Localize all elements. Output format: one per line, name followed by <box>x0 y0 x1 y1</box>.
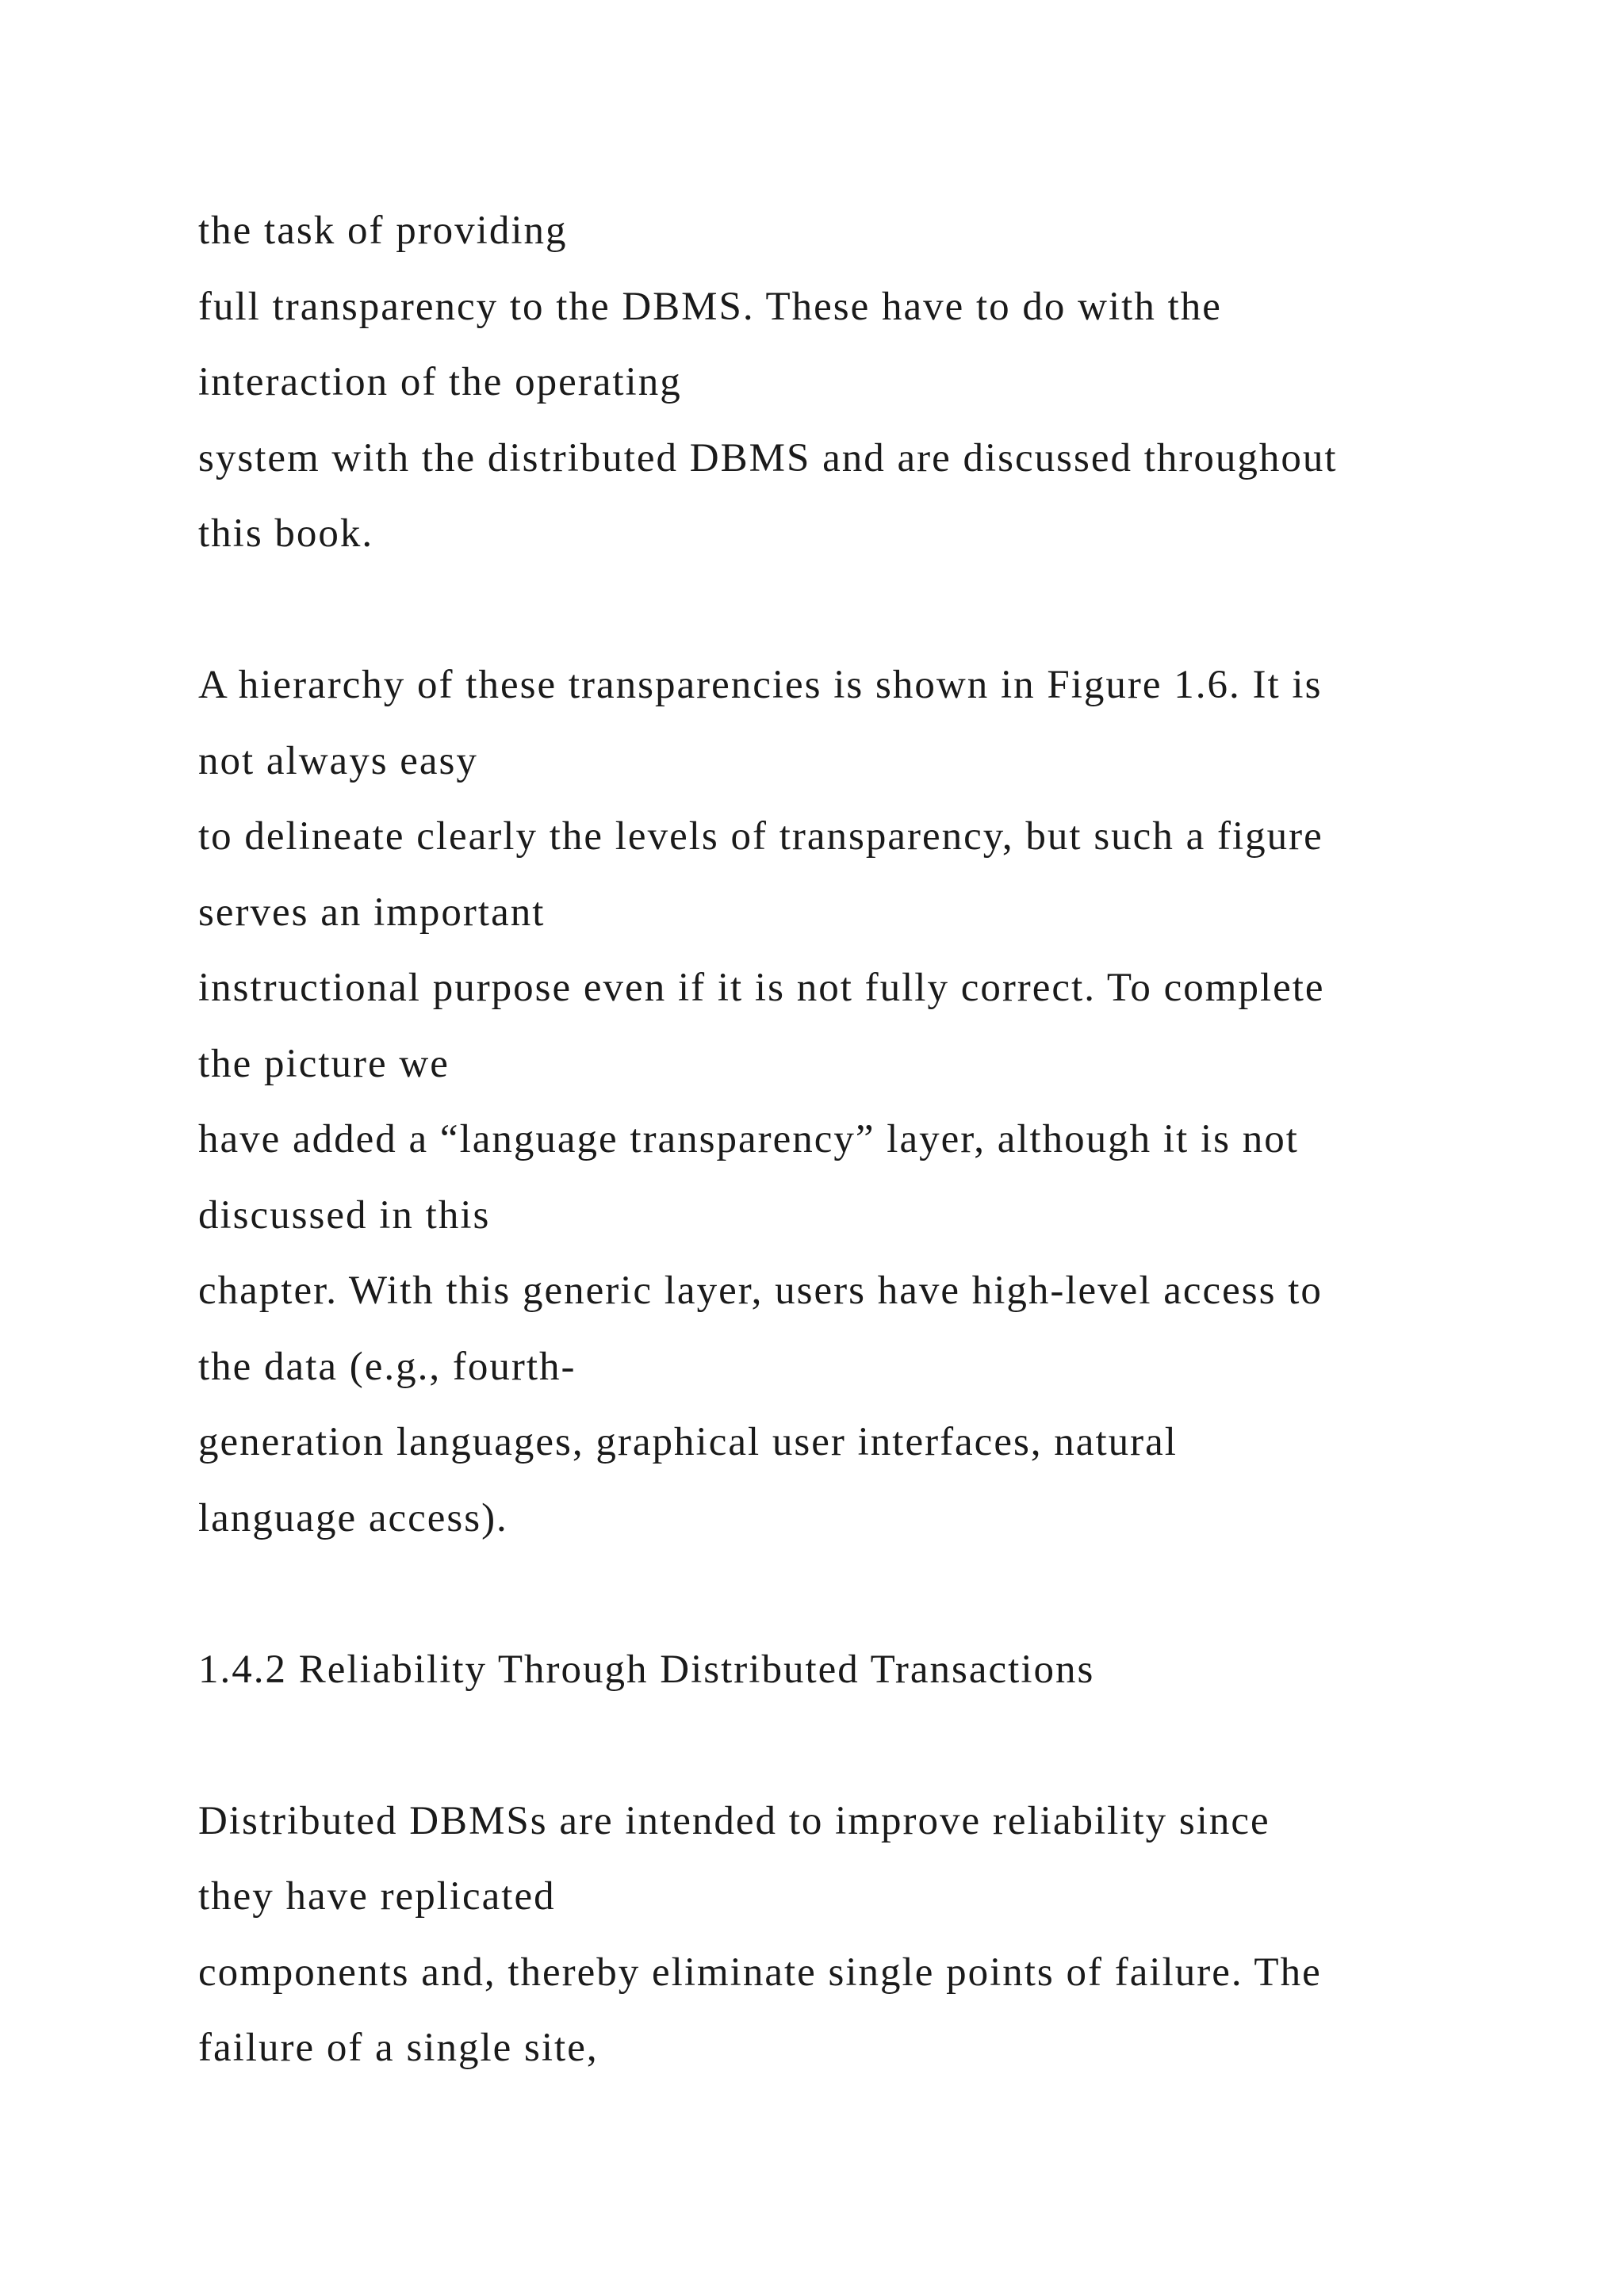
text-line: they have replicated <box>198 1874 556 1919</box>
text-line: serves an important <box>198 890 546 935</box>
text-line: not always easy <box>198 738 478 783</box>
text-line: discussed in this <box>198 1192 491 1238</box>
text-line: the task of providing <box>198 209 568 253</box>
paragraph-1 <box>198 193 1483 572</box>
text-line: components and, thereby eliminate single points of failure. The <box>198 1950 1322 1995</box>
text-line: chapter. With this generic layer, users have high-level access to <box>198 1269 1323 1313</box>
text-line: the data (e.g., fourth- <box>198 1344 576 1389</box>
text-line: to delineate clearly the levels of transparency, but such a figure <box>198 814 1323 859</box>
section-heading <box>198 1632 1483 1709</box>
text-line: generation languages, graphical user interfaces, natural <box>198 1420 1178 1464</box>
paragraph-3 <box>198 1784 1483 2087</box>
text-line: this book. <box>198 511 374 556</box>
paragraph-gap <box>198 572 1483 649</box>
section-heading-text: 1.4.2 Reliability Through Distributed Transactions <box>198 1647 1095 1692</box>
text-line: instructional purpose even if it is not fully correct. To complete <box>198 966 1325 1010</box>
text-line: Distributed DBMSs are intended to improve reliability since <box>198 1798 1270 1843</box>
paragraph-gap <box>198 1556 1483 1632</box>
text-line: full transparency to the DBMS. These have to do with the <box>198 284 1222 329</box>
document-page <box>198 193 1483 2087</box>
text-line: interaction of the operating <box>198 360 682 404</box>
text-line: A hierarchy of these transparencies is shown in Figure 1.6. It is <box>198 663 1323 707</box>
text-line: system with the distributed DBMS and are discussed throughout <box>198 435 1338 480</box>
text-line: have added a “language transparency” layer, although it is not <box>198 1117 1299 1161</box>
paragraph-2 <box>198 648 1483 1556</box>
text-line: language access). <box>198 1495 508 1540</box>
text-line: the picture we <box>198 1041 450 1086</box>
paragraph-gap <box>198 1708 1483 1784</box>
text-line: failure of a single site, <box>198 2026 599 2070</box>
